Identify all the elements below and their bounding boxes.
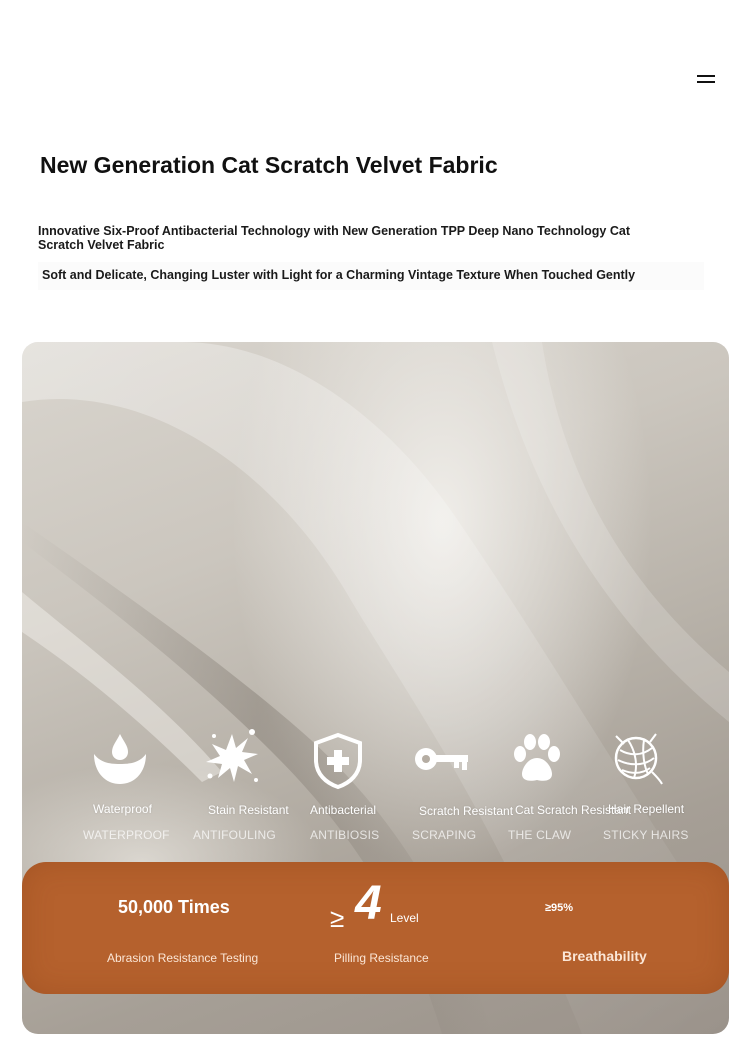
breathability-label: Breathability xyxy=(562,948,647,964)
feature-list xyxy=(22,342,729,862)
stats-band xyxy=(22,862,729,994)
paw-icon xyxy=(510,734,564,784)
feature-label-scratch-resistant: Scratch Resistant xyxy=(419,804,514,818)
feature-sub-antibacterial: ANTIBIOSIS xyxy=(310,828,380,842)
feature-sub-cat-scratch-resistant: THE CLAW xyxy=(508,828,572,842)
fabric-banner xyxy=(22,342,729,1034)
feature-sub-waterproof: WATERPROOF xyxy=(83,828,170,842)
page-title: New Generation Cat Scratch Velvet Fabric xyxy=(40,152,498,178)
pilling-unit: Level xyxy=(390,911,419,925)
feature-sub-scratch-resistant: SCRAPING xyxy=(412,828,477,842)
key-icon xyxy=(414,744,470,774)
feature-label-hair-repellent: Hair Repellent xyxy=(608,802,685,816)
pilling-prefix: ≥ xyxy=(330,903,345,933)
hamburger-menu-icon xyxy=(697,75,715,77)
abrasion-value: 50,000 Times xyxy=(118,897,230,917)
feature-label-stain-resistant: Stain Resistant xyxy=(208,803,289,817)
pilling-value: 4 xyxy=(355,877,382,930)
breathability-value: ≥95% xyxy=(545,902,574,914)
splash-icon xyxy=(202,724,262,788)
water-drop-icon xyxy=(92,732,148,786)
intro-description: Innovative Six-Proof Antibacterial Technology with New Generation TPP Deep Nano Technology Cat Scratch Velvet Fabric xyxy=(38,224,630,252)
pilling-label: Pilling Resistance xyxy=(334,951,429,965)
feature-sub-hair-repellent: STICKY HAIRS xyxy=(603,828,689,842)
hamburger-menu-icon-line xyxy=(697,81,715,83)
yarn-ball-icon xyxy=(608,730,664,786)
abrasion-label: Abrasion Resistance Testing xyxy=(107,951,259,965)
feature-label-waterproof: Waterproof xyxy=(93,802,152,816)
feature-label-cat-scratch-resistant: Cat Scratch Resistant xyxy=(515,803,632,817)
feature-label-antibacterial: Antibacterial xyxy=(310,803,377,817)
intro-subdescription: Soft and Delicate, Changing Luster with Light for a Charming Vintage Texture When Touched Gently xyxy=(38,262,704,290)
menu-button[interactable] xyxy=(694,70,718,88)
shield-plus-icon xyxy=(312,732,364,790)
feature-sub-stain-resistant: ANTIFOULING xyxy=(193,828,276,842)
